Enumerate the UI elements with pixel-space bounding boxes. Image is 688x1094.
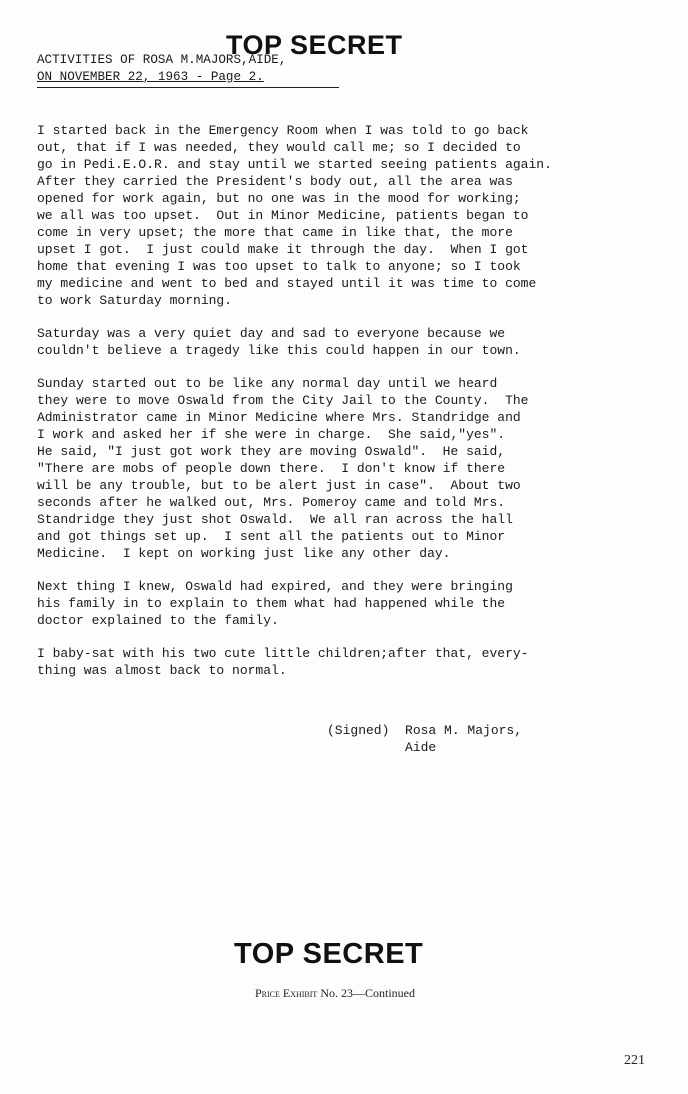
text-line: I baby-sat with his two cute little children;after that, every- bbox=[37, 646, 529, 661]
text-line: He said, "I just got work they are moving Oswald". He said, bbox=[37, 444, 506, 459]
paragraph-2 bbox=[37, 325, 647, 359]
text-line: Sunday started out to be like any normal day until we heard bbox=[37, 376, 498, 391]
text-line: Saturday was a very quiet day and sad to everyone because we bbox=[37, 326, 506, 341]
text-line: Standridge they just shot Oswald. We all ran across the hall bbox=[37, 512, 513, 527]
text-line: Administrator came in Minor Medicine where Mrs. Standridge and bbox=[37, 410, 521, 425]
text-line: his family in to explain to them what had happened while the bbox=[37, 596, 506, 611]
text-line: I started back in the Emergency Room when I was told to go back bbox=[37, 123, 529, 138]
text-line: will be any trouble, but to be alert just in case". About two bbox=[37, 478, 521, 493]
text-line: I work and asked her if she were in charge. She said,"yes". bbox=[37, 427, 506, 442]
exhibit-suffix: —Continued bbox=[353, 986, 415, 1000]
text-line: we all was too upset. Out in Minor Medicine, patients began to bbox=[37, 208, 529, 223]
signature-line-1: (Signed) Rosa M. Majors, bbox=[327, 723, 523, 738]
text-line: my medicine and went to bed and stayed until it was time to come bbox=[37, 276, 537, 291]
text-line: home that evening I was too upset to talk to anyone; so I took bbox=[37, 259, 521, 274]
text-line: "There are mobs of people down there. I don't know if there bbox=[37, 461, 506, 476]
text-line: Medicine. I kept on working just like any other day. bbox=[37, 546, 451, 561]
text-line: doctor explained to the family. bbox=[37, 613, 279, 628]
text-line: opened for work again, but no one was in the mood for working; bbox=[37, 191, 521, 206]
text-line: seconds after he walked out, Mrs. Pomeroy came and told Mrs. bbox=[37, 495, 506, 510]
paragraph-3 bbox=[37, 375, 647, 562]
exhibit-caption bbox=[0, 986, 670, 1001]
text-line: couldn't believe a tragedy like this could happen in our town. bbox=[37, 343, 521, 358]
text-line: and got things set up. I sent all the patients out to Minor bbox=[37, 529, 506, 544]
text-line: to work Saturday morning. bbox=[37, 293, 233, 308]
signature-block bbox=[327, 722, 522, 756]
exhibit-label: Price Exhibit bbox=[254, 986, 318, 1000]
top-secret-stamp-top: TOP SECRET bbox=[226, 30, 403, 60]
text-line: Next thing I knew, Oswald had expired, and they were bringing bbox=[37, 579, 513, 594]
header-line-1: ACTIVITIES OF ROSA M.MAJORS,AIDE, bbox=[37, 53, 287, 67]
page-number: 221 bbox=[624, 1053, 645, 1068]
exhibit-number: No. 23 bbox=[320, 986, 353, 1000]
document-header bbox=[37, 52, 347, 86]
text-line: upset I got. I just could make it through the day. When I got bbox=[37, 242, 529, 257]
text-line: After they carried the President's body out, all the area was bbox=[37, 174, 513, 189]
signature-line-2: Aide bbox=[327, 740, 437, 755]
paragraph-1 bbox=[37, 122, 647, 309]
header-underline bbox=[37, 87, 339, 88]
paragraph-4 bbox=[37, 578, 647, 629]
text-line: out, that if I was needed, they would call me; so I decided to bbox=[37, 140, 521, 155]
text-line: go in Pedi.E.O.R. and stay until we started seeing patients again. bbox=[37, 157, 552, 172]
text-line: they were to move Oswald from the City Jail to the County. The bbox=[37, 393, 529, 408]
paragraph-5 bbox=[37, 645, 647, 679]
text-line: thing was almost back to normal. bbox=[37, 663, 287, 678]
document-body bbox=[37, 122, 647, 695]
top-secret-stamp-bottom: TOP SECRET bbox=[234, 938, 424, 970]
header-line-2: ON NOVEMBER 22, 1963 - Page 2. bbox=[37, 70, 264, 84]
text-line: come in very upset; the more that came in like that, the more bbox=[37, 225, 513, 240]
